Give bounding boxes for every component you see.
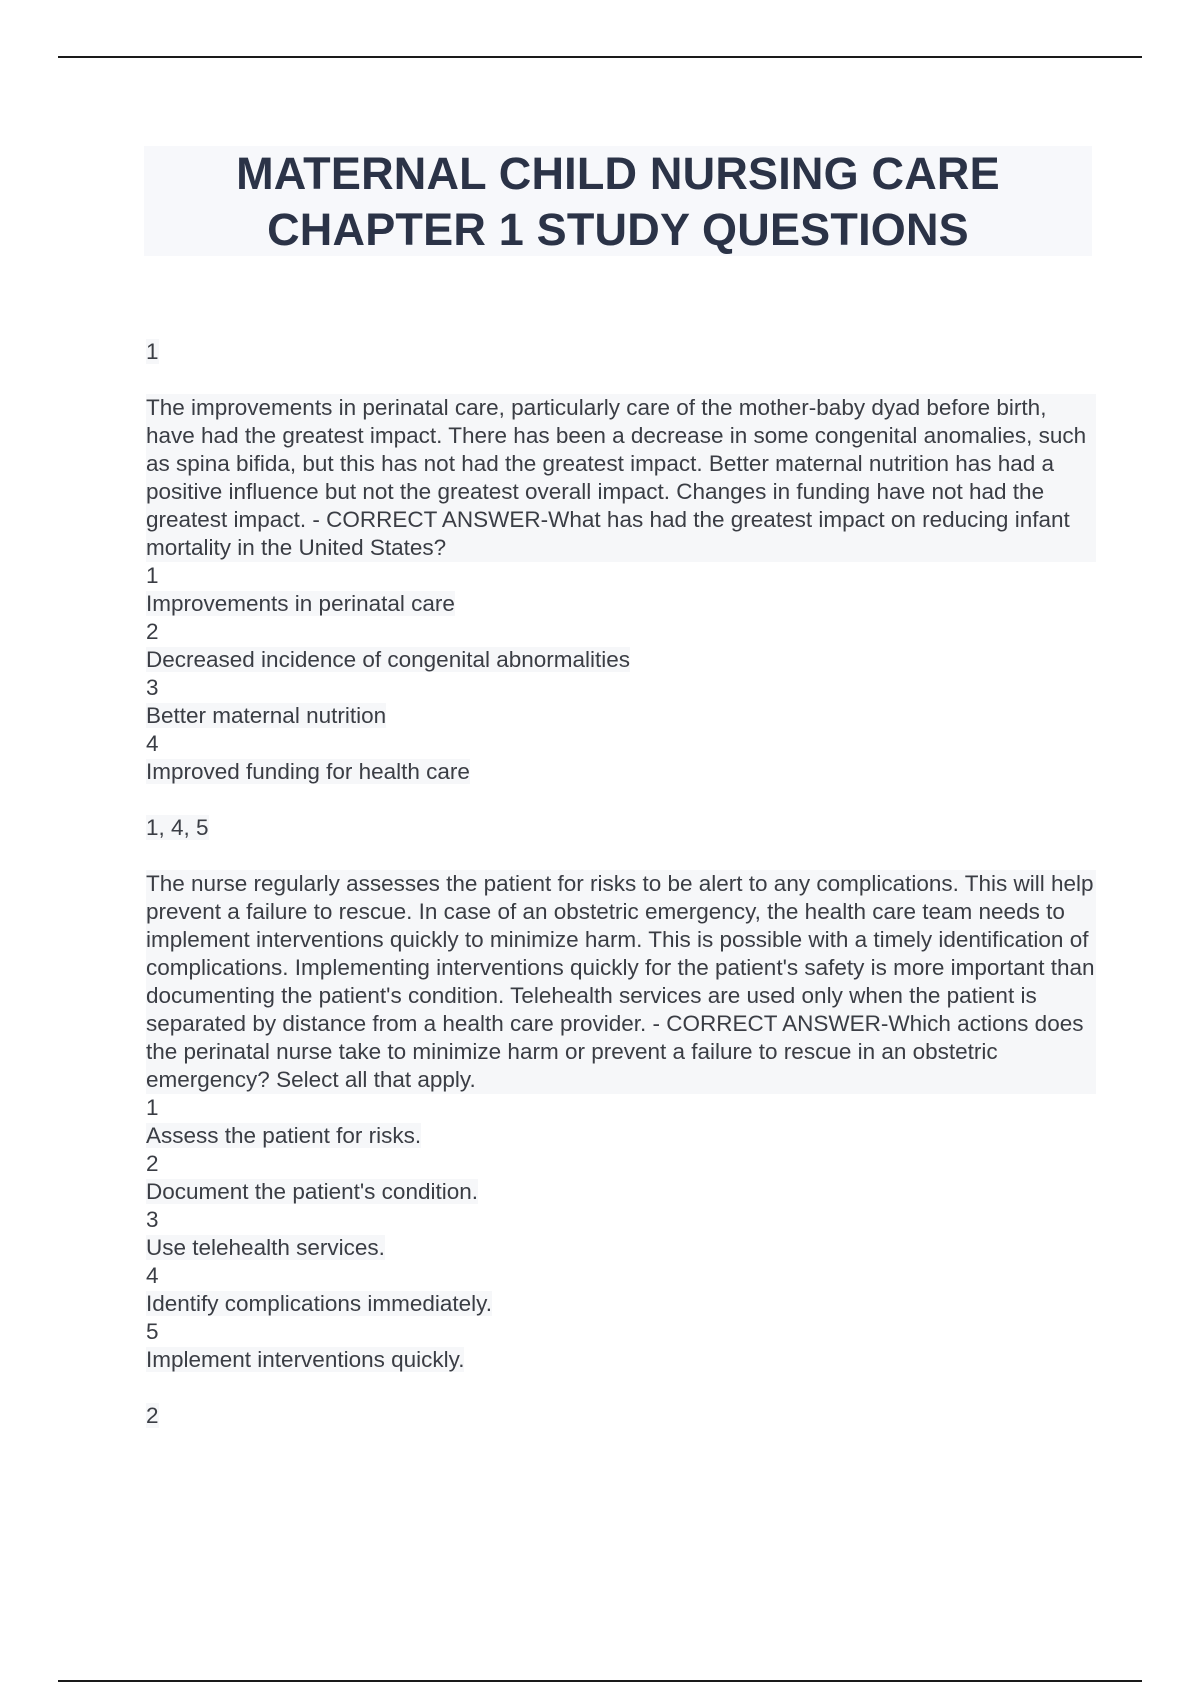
option-number: 4 [146, 1263, 159, 1288]
option-label: Document the patient's condition. [146, 1179, 478, 1204]
option-label: Decreased incidence of congenital abnormalities [146, 647, 631, 672]
option-number: 2 [146, 1151, 159, 1176]
option-number: 2 [146, 619, 159, 644]
document-title [144, 146, 1092, 256]
option-number: 5 [146, 1319, 159, 1344]
top-rule [58, 56, 1142, 58]
title-line-2: CHAPTER 1 STUDY QUESTIONS [267, 204, 969, 255]
option-number: 3 [146, 675, 159, 700]
answer-key: 2 [146, 1403, 159, 1428]
option-label: Improved funding for health care [146, 759, 470, 784]
option-label: Implement interventions quickly. [146, 1347, 465, 1372]
document-body [146, 338, 1096, 1430]
option-label: Use telehealth services. [146, 1235, 385, 1260]
question-text: The improvements in perinatal care, particularly care of the mother-baby dyad before birth, have had the greatest impact. There has been a decrease in some congenital anomalies, such as spina bifida, but this has not had the greatest impact. Better maternal nutrition has had a positive influence but not the greatest overall impact. Changes in funding have not had the greatest impact. - CORRECT ANSWER-What has had the greatest impact on reducing infant mortality in the United States? [146, 394, 1096, 562]
answer-key: 1 [146, 339, 159, 364]
question-text: The nurse regularly assesses the patient for risks to be alert to any complications. This will help prevent a failure to rescue. In case of an obstetric emergency, the health care team needs to implement interventions quickly to minimize harm. This is possible with a timely identification of complications. Implementing interventions quickly for the patient's safety is more important than documenting the patient's condition. Telehealth services are used only when the patient is separated by distance from a health care provider. - CORRECT ANSWER-Which actions does the perinatal nurse take to minimize harm or prevent a failure to rescue in an obstetric emergency? Select all that apply. [146, 871, 1095, 1092]
option-label: Improvements in perinatal care [146, 591, 455, 616]
option-label: Better maternal nutrition [146, 703, 387, 728]
option-number: 1 [146, 563, 159, 588]
option-number: 3 [146, 1207, 159, 1232]
title-line-1: MATERNAL CHILD NURSING CARE [236, 148, 1000, 199]
bottom-rule [58, 1680, 1142, 1682]
option-label: Identify complications immediately. [146, 1291, 492, 1316]
answer-key: 1, 4, 5 [146, 815, 209, 840]
option-number: 4 [146, 731, 159, 756]
option-number: 1 [146, 1095, 159, 1120]
option-label: Assess the patient for risks. [146, 1123, 422, 1148]
